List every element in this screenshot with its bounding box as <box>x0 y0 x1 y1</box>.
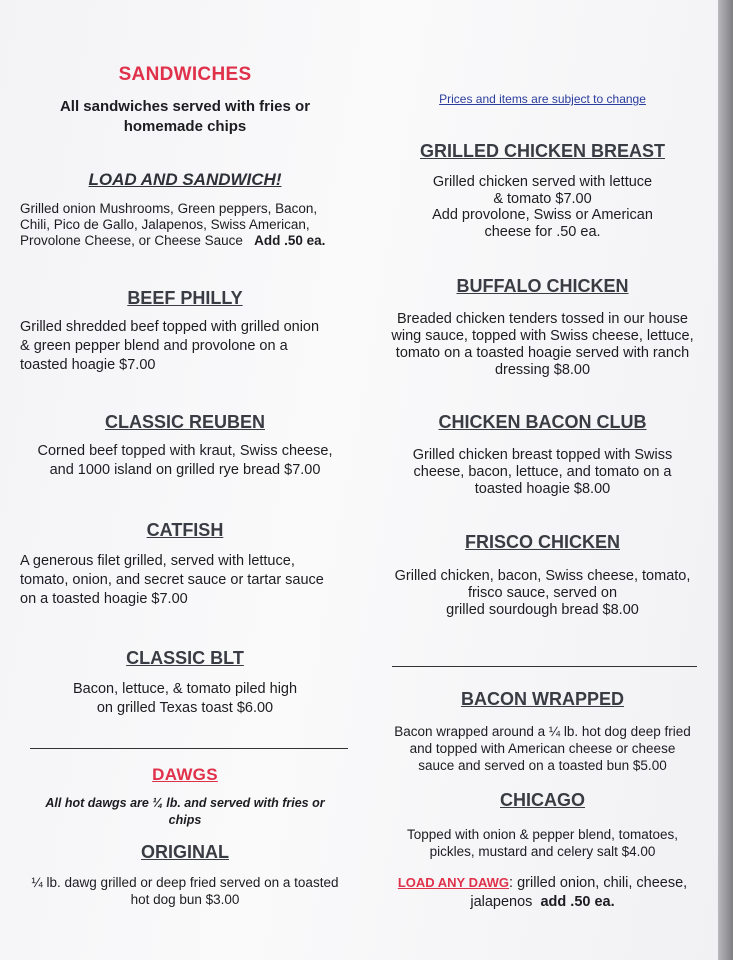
item-desc-line: wing sauce, topped with Swiss cheese, lettuce, <box>391 328 694 344</box>
load-sandwich-price: Add .50 ea. <box>254 233 326 248</box>
item-desc-line: tomato on a toasted hoagie served with ranch <box>395 345 690 361</box>
load-any-dawg-price: add .50 ea. <box>540 894 615 910</box>
item-desc-line: frisco sauce, served on <box>467 585 618 601</box>
item-name-chicago: CHICAGO <box>500 790 585 810</box>
load-any-dawg-line1: LOAD ANY DAWG: grilled onion, chili, cheese, <box>397 875 688 891</box>
item-desc-line: Topped with onion & pepper blend, tomatoes, <box>407 827 678 842</box>
item-desc-line: and 1000 island on grilled rye bread $7.00 <box>49 462 321 478</box>
item-desc-line: on a toasted hoagie $7.00 <box>20 591 188 607</box>
item-desc-line: Grilled chicken served with lettuce <box>432 174 653 190</box>
item-desc-line: sauce and served on a toasted bun $5.00 <box>418 758 667 773</box>
item-desc-line: hot dog bun $3.00 <box>130 892 240 907</box>
price-notice: Prices and items are subject to change <box>439 92 646 106</box>
item-name-buffalo-chicken: BUFFALO CHICKEN <box>456 276 629 296</box>
item-desc-line: ¼ lb. dawg grilled or deep fried served on a toasted <box>31 875 339 890</box>
item-desc-line: A generous filet grilled, served with lettuce, <box>20 553 295 569</box>
load-sandwich-line3: Provolone Cheese, or Cheese Sauce Add .50 ea. <box>20 233 326 248</box>
item-desc-line: toasted hoagie $7.00 <box>20 357 156 373</box>
dawgs-title: DAWGS <box>152 765 218 784</box>
item-name-catfish: CATFISH <box>146 520 224 540</box>
item-name-classic-blt: CLASSIC BLT <box>126 648 244 668</box>
load-any-dawg-line2: jalapenos add .50 ea. <box>470 894 615 910</box>
item-desc-line: Bacon, lettuce, & tomato piled high <box>72 681 298 697</box>
item-desc-line: Corned beef topped with kraut, Swiss cheese, <box>37 443 333 459</box>
item-desc-line: Grilled chicken, bacon, Swiss cheese, tomato, <box>394 568 691 584</box>
divider <box>30 748 348 749</box>
item-desc-line: Breaded chicken tenders tossed in our house <box>397 311 688 327</box>
page-edge-shadow <box>718 0 733 960</box>
sandwiches-title: SANDWICHES <box>118 64 252 85</box>
item-desc-line: & green pepper blend and provolone on a <box>20 338 288 354</box>
item-desc-line: & tomato $7.00 <box>493 191 592 207</box>
item-desc-line: Grilled chicken breast topped with Swiss <box>412 447 673 463</box>
load-sandwich-heading: LOAD AND SANDWICH! <box>88 170 282 189</box>
item-name-chicken-bacon-club: CHICKEN BACON CLUB <box>438 412 647 432</box>
item-desc-line: Grilled shredded beef topped with grilled onion <box>20 319 320 335</box>
item-desc-line: pickles, mustard and celery salt $4.00 <box>429 844 656 859</box>
item-name-frisco-chicken: FRISCO CHICKEN <box>464 532 620 552</box>
item-desc-line: Add provolone, Swiss or American <box>432 207 653 223</box>
dawgs-note-line1: All hot dawgs are ¼ lb. and served with fries or <box>45 796 325 810</box>
item-desc-line: tomato, onion, and secret sauce or tartar sauce <box>20 572 324 588</box>
item-desc-line: and topped with American cheese or cheese <box>409 741 676 756</box>
item-desc-line: Bacon wrapped around a ¼ lb. hot dog deep fried <box>394 724 691 739</box>
item-name-beef-philly: BEEF PHILLY <box>127 288 243 308</box>
item-name-original: ORIGINAL <box>141 842 229 862</box>
divider <box>392 666 697 667</box>
item-desc-line: toasted hoagie $8.00 <box>474 481 611 497</box>
item-name-bacon-wrapped: BACON WRAPPED <box>460 689 624 709</box>
dawgs-note-line2: chips <box>168 813 202 827</box>
item-desc-line: grilled sourdough bread $8.00 <box>446 602 639 618</box>
sandwiches-subtitle-line1: All sandwiches served with fries or <box>59 98 311 115</box>
item-desc-line: dressing $8.00 <box>494 362 591 378</box>
item-desc-line: cheese, bacon, lettuce, and tomato on a <box>413 464 672 480</box>
item-desc-line: on grilled Texas toast $6.00 <box>96 700 274 716</box>
load-sandwich-line2: Chili, Pico de Gallo, Jalapenos, Swiss American, <box>20 217 310 232</box>
load-any-dawg-label: LOAD ANY DAWG <box>397 875 510 890</box>
item-name-classic-reuben: CLASSIC REUBEN <box>104 412 265 432</box>
sandwiches-subtitle-line2: homemade chips <box>123 118 247 135</box>
item-name-grilled-chicken-breast: GRILLED CHICKEN BREAST <box>419 141 665 161</box>
item-desc-line: cheese for .50 ea. <box>484 224 601 240</box>
load-sandwich-line1: Grilled onion Mushrooms, Green peppers, Bacon, <box>20 201 318 216</box>
